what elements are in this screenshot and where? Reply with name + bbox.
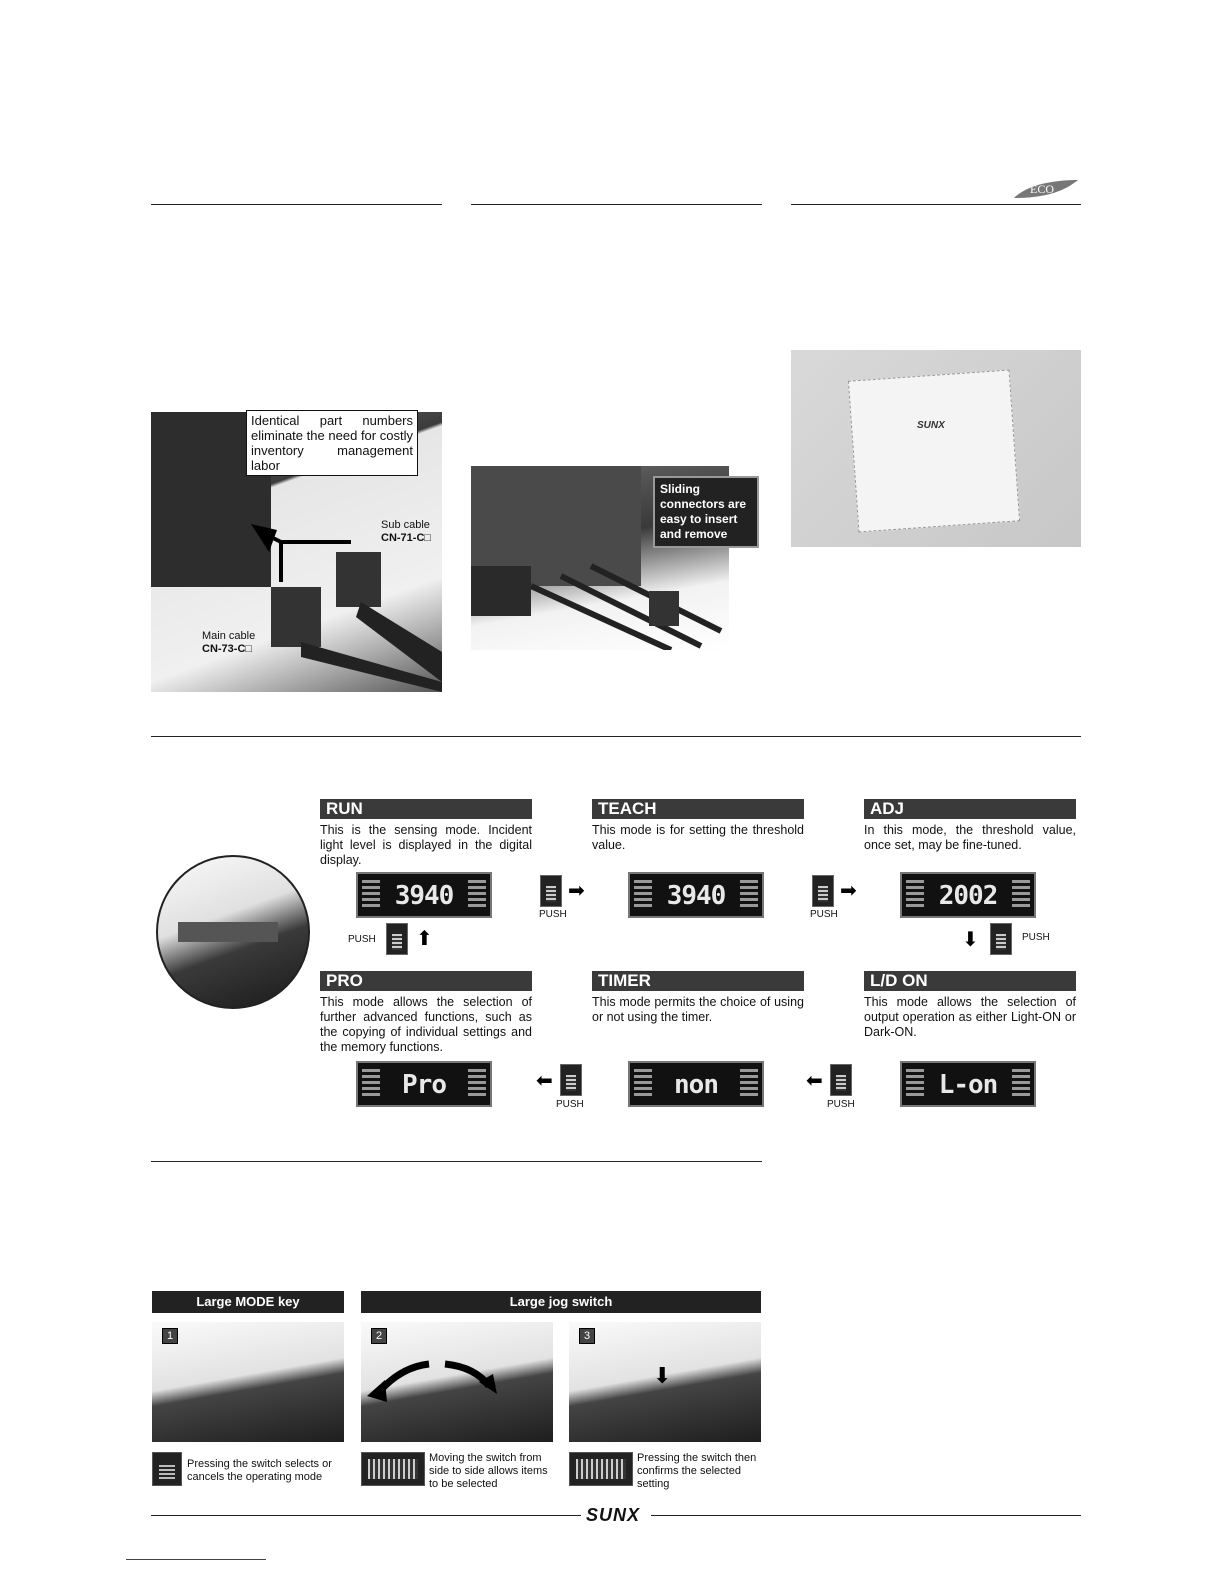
step-text-1: Pressing the switch selects or cancels the operating mode: [187, 1458, 332, 1483]
step-number-2: 2: [371, 1328, 387, 1344]
display-readout: 2002: [938, 881, 998, 911]
sliding-connectors-callout: Sliding connectors are easy to insert and remove: [653, 476, 759, 548]
display-readout: non: [674, 1070, 718, 1100]
mode-key-icon: [540, 875, 562, 907]
identical-parts-callout: Identical part numbers eliminate the need for costly inventory management labor: [246, 410, 418, 476]
footer-underline: [126, 1559, 266, 1560]
mode-key-icon: [386, 923, 408, 955]
main-cable-title: Main cable: [202, 630, 256, 642]
mode-header-pro: PRO: [320, 971, 532, 991]
large-mode-key-header: Large MODE key: [152, 1291, 344, 1313]
controls-section-rule: [151, 1161, 762, 1162]
mode-key-icon: [812, 875, 834, 907]
footer-rule-right: [651, 1515, 1081, 1516]
mode-desc-teach: This mode is for setting the threshold value.: [592, 823, 804, 852]
left-right-arrows-icon: [361, 1322, 553, 1442]
push-label: PUSH: [556, 1099, 584, 1110]
step-text-2: Moving the switch from side to side allows items to be selected: [429, 1452, 548, 1490]
step-text-3: Pressing the switch then confirms the selected setting: [637, 1452, 757, 1490]
mode-header-adj: ADJ: [864, 799, 1076, 819]
push-label: PUSH: [810, 909, 838, 920]
eco-badge: [1012, 178, 1080, 200]
sub-cable-label: [381, 519, 431, 545]
step-photo-2: [361, 1322, 553, 1442]
section-rule-mid: [471, 204, 762, 205]
large-jog-switch-header: Large jog switch: [361, 1291, 761, 1313]
sub-cable-title: Sub cable: [381, 519, 430, 531]
eco-badge-label: ECO: [1030, 182, 1054, 196]
display-run: [356, 872, 492, 918]
display-readout: Pro: [402, 1070, 446, 1100]
main-cable-code: CN-73-C□: [202, 643, 253, 655]
mode-key-icon: [152, 1452, 182, 1486]
push-label: PUSH: [539, 909, 567, 920]
sheet-photo: [791, 350, 1081, 547]
mode-key-icon: [830, 1064, 852, 1096]
modes-section-rule: [151, 736, 1081, 737]
mode-header-teach: TEACH: [592, 799, 804, 819]
arrow-right-icon: ➡: [568, 880, 585, 902]
jog-switch-icon: [361, 1452, 425, 1486]
section-rule-left: [151, 204, 442, 205]
mode-key-closeup-photo: [156, 855, 310, 1009]
mode-key-icon: [560, 1064, 582, 1096]
arrow-right-icon: ➡: [840, 880, 857, 902]
step-number-1: 1: [162, 1328, 178, 1344]
push-label: PUSH: [348, 934, 376, 945]
display-readout: 3940: [394, 881, 454, 911]
arrow-down-icon: ⬇: [653, 1363, 672, 1388]
step-photo-3: [569, 1322, 761, 1442]
step-number-3: 3: [579, 1328, 595, 1344]
display-pro: [356, 1061, 492, 1107]
step-photo-1: [152, 1322, 344, 1442]
arrow-left-icon: ⬅: [536, 1070, 553, 1092]
mode-key-icon: [990, 923, 1012, 955]
push-label: PUSH: [1022, 932, 1050, 943]
section-rule-right: [791, 204, 1081, 205]
arrow-down-icon: ⬇: [962, 929, 979, 951]
display-teach: [628, 872, 764, 918]
mode-desc-run: This is the sensing mode. Incident light level is displayed in the digital display.: [320, 823, 532, 867]
main-cable-label: [202, 630, 255, 656]
arrow-up-icon: ⬆: [416, 928, 433, 950]
mode-desc-pro: This mode allows the selection of further advanced functions, such as the copying of individual settings and the memory functions.: [320, 995, 532, 1054]
display-adj: [900, 872, 1036, 918]
display-readout: L-on: [938, 1070, 998, 1100]
display-readout: 3940: [666, 881, 726, 911]
footer-logo: SUNX: [586, 1505, 641, 1525]
mode-header-timer: TIMER: [592, 971, 804, 991]
mode-desc-adj: In this mode, the threshold value, once set, may be fine-tuned.: [864, 823, 1076, 852]
jog-switch-icon: [569, 1452, 633, 1486]
arrow-left-icon: ⬅: [806, 1070, 823, 1092]
mode-header-run: RUN: [320, 799, 532, 819]
sheet: [848, 370, 1020, 533]
mode-desc-timer: This mode permits the choice of using or not using the timer.: [592, 995, 804, 1024]
sheet-logo: SUNX: [917, 420, 945, 431]
sub-cable-code: CN-71-C□: [381, 532, 432, 544]
display-ld-on: [900, 1061, 1036, 1107]
push-label: PUSH: [827, 1099, 855, 1110]
footer-rule-left: [151, 1515, 581, 1516]
mode-desc-ld-on: This mode allows the selection of output operation as either Light-ON or Dark-ON.: [864, 995, 1076, 1039]
mode-header-ld-on: L/D ON: [864, 971, 1076, 991]
display-timer: [628, 1061, 764, 1107]
